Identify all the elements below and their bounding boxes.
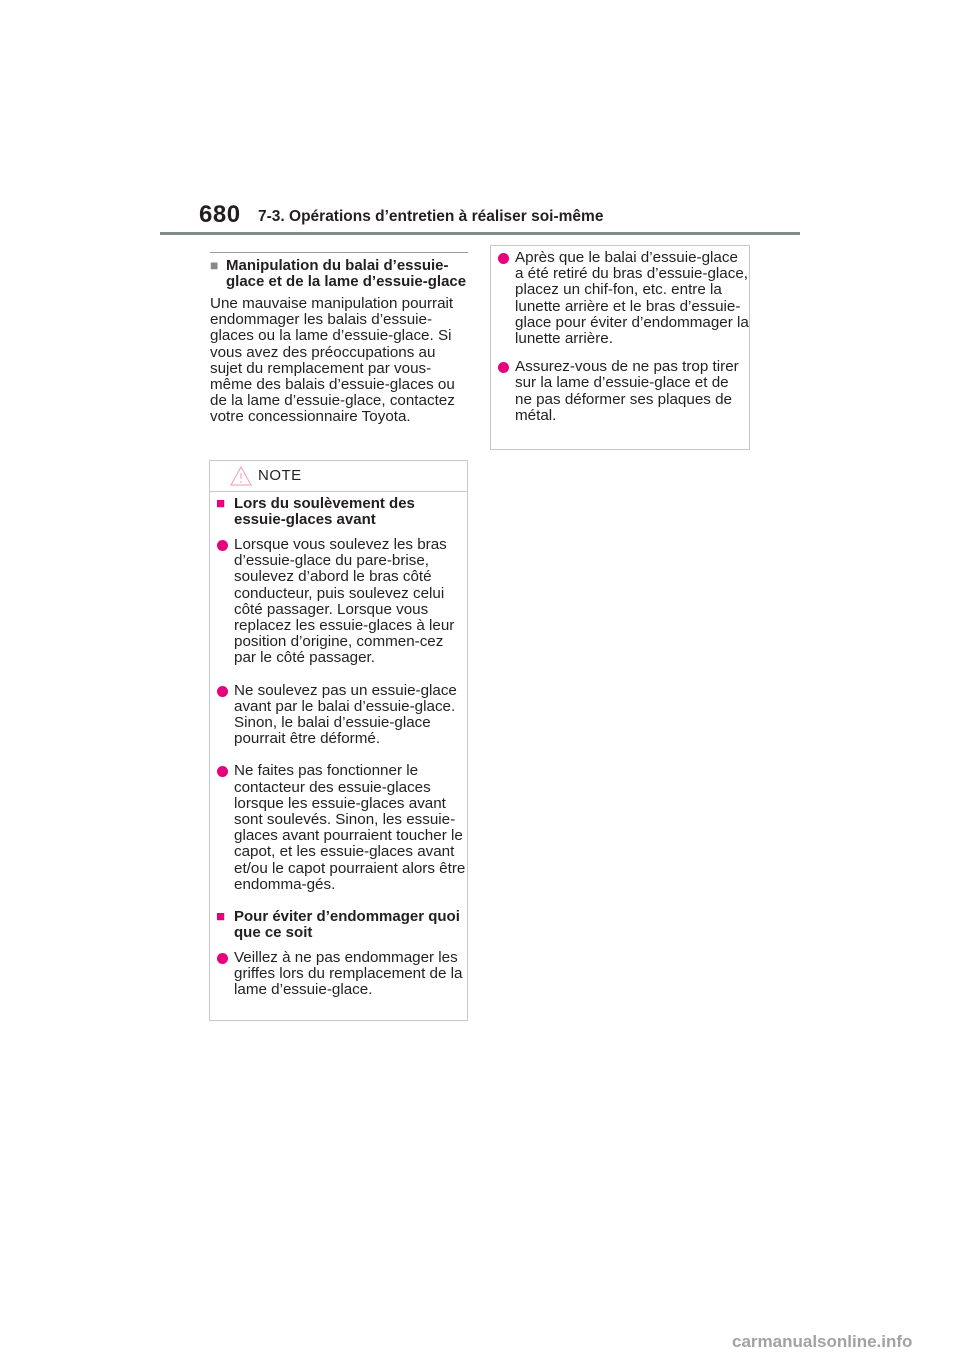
note-bullet: [497, 359, 749, 424]
square-bullet-icon: ■: [216, 908, 226, 926]
square-bullet-icon: ■: [216, 495, 226, 512]
note-bullet: [216, 763, 467, 893]
note-header: [210, 461, 467, 492]
topic-heading-text: Manipulation du balai d’essuie-glace et de la lame d’essuie-glace: [226, 257, 467, 290]
note-label: NOTE: [258, 467, 302, 484]
bullet-dot-icon: [217, 766, 228, 777]
note-bullet-text: Assurez-vous de ne pas trop tirer sur la lame d’essuie-glace et de ne pas déformer ses plaques de métal.: [515, 358, 739, 424]
note-heading: [216, 909, 467, 941]
continued-note-box: [490, 245, 750, 450]
topic-divider: [210, 252, 468, 253]
note-bullet-text: Lorsque vous soulevez les bras d’essuie-glace du pare-brise, soulevez d’abord le bras côté conducteur, puis soulevez celui côté passager. Lorsque vous replacez les essuie-glaces à leur position d’origine, commen-cez par le côté passager.: [234, 536, 455, 667]
warning-triangle-icon: [230, 466, 252, 486]
note-bullet-text: Ne faites pas fonctionner le contacteur des essuie-glaces lorsque les essuie-glaces avant sont soulevés. Sinon, les essuie-glaces avant pourraient toucher le capot, et les essuie-glaces avant et/ou le capot pourraient alors être endomma-gés.: [234, 762, 466, 893]
page-header: [0, 0, 960, 240]
bullet-dot-icon: [217, 540, 228, 551]
watermark: carmanualsonline.info: [732, 1332, 913, 1351]
square-bullet-icon: ■: [210, 257, 219, 273]
bullet-dot-icon: [498, 362, 509, 373]
note-heading: [216, 496, 467, 528]
note-bullet: [216, 683, 467, 748]
note-bullet-text: Ne soulevez pas un essuie-glace avant par le balai d’essuie-glace. Sinon, le balai d’essuie-glace pourrait être déformé.: [234, 681, 457, 748]
bullet-dot-icon: [217, 686, 228, 697]
note-body: [210, 492, 467, 999]
note-bullet: [216, 537, 467, 667]
left-column: [210, 252, 470, 426]
note-bullet: [216, 950, 467, 999]
note-bullet: [497, 250, 749, 347]
page-number: 680: [199, 201, 241, 228]
note-box: [209, 460, 468, 1021]
section-title: 7-3. Opérations d’entretien à réaliser soi-même: [258, 208, 604, 225]
topic-body: Une mauvaise manipulation pourrait endommager les balais d’essuie-glaces ou la lame d’essuie-glace. Si vous avez des préoccupations au sujet du remplacement par vous-même des balais d’essuie-glaces ou de la lame d’essuie-glace, contactez votre concessionnaire Toyota.: [210, 295, 455, 426]
note-bullet-text: Après que le balai d’essuie-glace a été retiré du bras d’essuie-glace, placez un chif-fon, etc. entre la lunette arrière et le bras d’essuie-glace pour éviter d’endommager la lunette arrière.: [515, 249, 749, 348]
header-rule: [160, 232, 800, 235]
topic-heading: [210, 258, 470, 289]
note-heading-text: Pour éviter d’endommager quoi que ce soit: [234, 908, 460, 942]
note-bullet-text: Veillez à ne pas endommager les griffes lors du remplacement de la lame d’essuie-glace.: [234, 949, 463, 999]
bullet-dot-icon: [217, 953, 228, 964]
bullet-dot-icon: [498, 253, 509, 264]
note-heading-text: Lors du soulèvement des essuie-glaces avant: [234, 495, 415, 528]
